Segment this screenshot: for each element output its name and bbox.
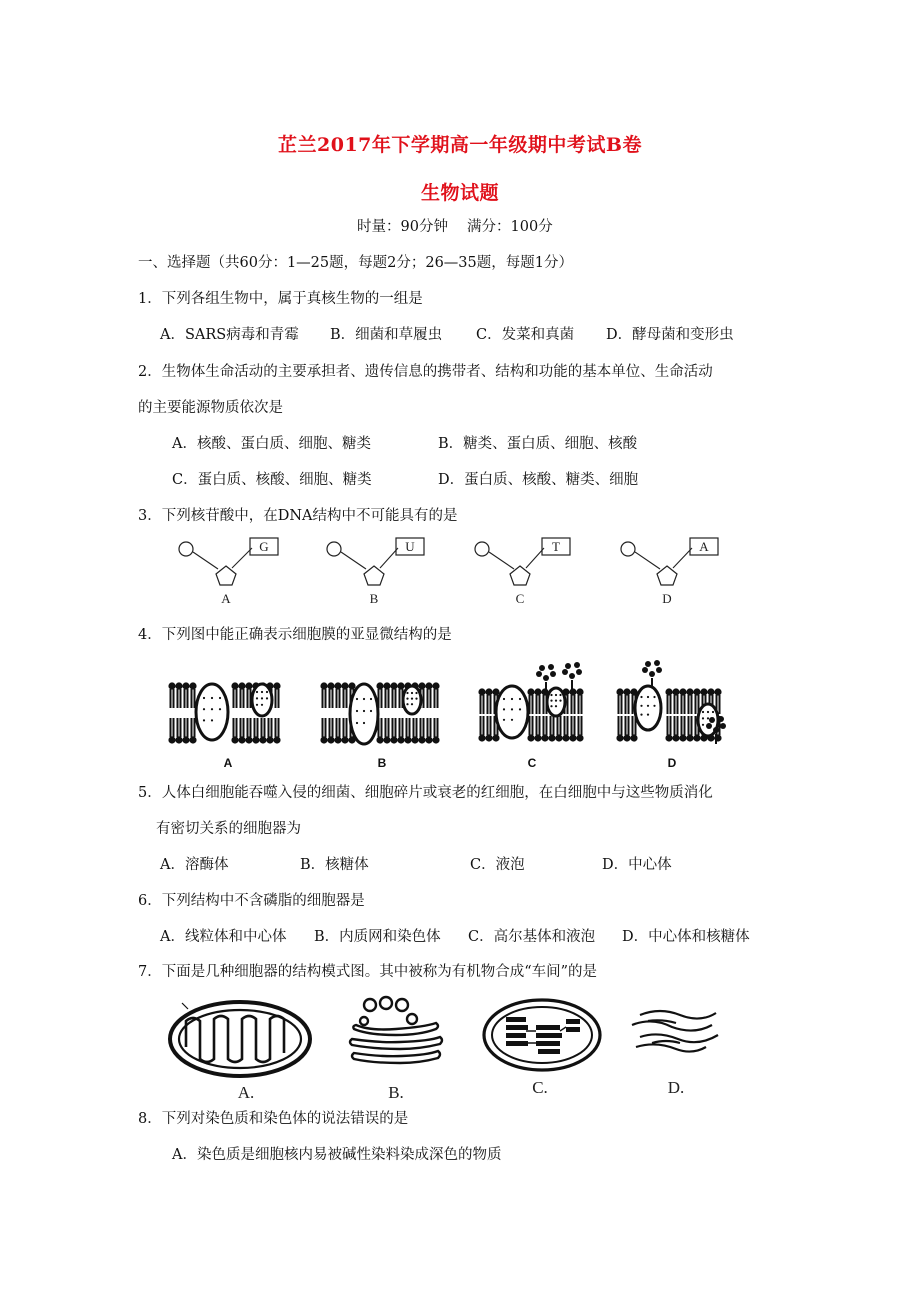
q7-label-d: D. (667, 1078, 685, 1097)
q4-membrane-c (478, 662, 583, 742)
exam-subtitle: 生物试题 (420, 182, 499, 204)
q3-label-a: A (221, 591, 231, 606)
q4-label-c: C (527, 756, 537, 770)
exam-meta: 时量：90分钟 满分：100分 (357, 219, 553, 235)
q3-label-c: C (515, 591, 525, 606)
q7-endoplasmic-reticulum (632, 1011, 718, 1052)
q2-option-b: B．糖类、蛋白质、细胞、核酸 (438, 436, 638, 452)
q3-base-c: T (552, 539, 560, 554)
q3-stem: 3．下列核苷酸中，在DNA结构中不可能具有的是 (138, 508, 458, 524)
q1-option-d: D．酵母菌和变形虫 (606, 327, 734, 343)
q3-nucleotide-figure (0, 535, 920, 615)
q1-stem: 1．下列各组生物中，属于真核生物的一组是 (138, 291, 423, 307)
exam-title: 芷兰2017年下学期高一年级期中考试B卷 (278, 134, 642, 156)
q3-base-a: G (259, 539, 269, 554)
q3-base-d: A (699, 539, 709, 554)
q7-stem: 7．下面是几种细胞器的结构模式图。其中被称为有机物合成“车间”的是 (138, 964, 598, 980)
q5-option-a: A．溶酶体 (160, 857, 229, 873)
q1-option-a: A．SARS病毒和青霉 (160, 327, 299, 343)
q3-nucleotide-b (327, 538, 424, 606)
q8-stem: 8．下列对染色质和染色体的说法错误的是 (138, 1111, 409, 1127)
q6-stem: 6．下列结构中不含磷脂的细胞器是 (138, 893, 365, 909)
q4-label-b: B (377, 756, 387, 770)
q7-chloroplast (484, 1000, 600, 1070)
q8-option-a: A．染色质是细胞核内易被碱性染料染成深色的物质 (172, 1147, 502, 1163)
q2-stem-line1: 2．生物体生命活动的主要承担者、遗传信息的携带者、结构和功能的基本单位、生命活动 (138, 364, 713, 380)
q4-membrane-b (320, 682, 439, 744)
q4-label-d: D (667, 756, 677, 770)
q2-option-c: C．蛋白质、核酸、细胞、糖类 (172, 472, 372, 488)
q7-mitochondrion (170, 1002, 310, 1076)
q4-membrane-d (616, 660, 726, 744)
q5-stem-line2: 有密切关系的细胞器为 (156, 821, 301, 837)
q2-stem-line2: 的主要能源物质依次是 (138, 400, 283, 416)
q6-option-b: B．内质网和染色体 (314, 929, 441, 945)
q4-membrane-a (168, 682, 280, 743)
q6-option-d: D．中心体和核糖体 (622, 929, 750, 945)
q6-option-c: C．高尔基体和液泡 (468, 929, 596, 945)
q3-base-b: U (405, 539, 415, 554)
q4-label-a: A (223, 756, 233, 770)
q3-nucleotide-c (475, 538, 570, 606)
q7-golgi (350, 997, 442, 1063)
q3-nucleotide-d (621, 538, 718, 606)
q7-organelle-figure (0, 995, 920, 1105)
q5-stem-line1: 5．人体白细胞能吞噬入侵的细菌、细胞碎片或衰老的红细胞，在白细胞中与这些物质消化 (138, 785, 713, 801)
q3-nucleotide-a (179, 538, 278, 606)
q3-label-b: B (369, 591, 379, 606)
q4-stem: 4．下列图中能正确表示细胞膜的亚显微结构的是 (138, 627, 452, 643)
q7-label-a: A. (237, 1083, 255, 1102)
q1-option-b: B．细菌和草履虫 (330, 327, 443, 343)
q5-option-c: C．液泡 (470, 857, 525, 873)
section-heading: 一、选择题（共60分：1—25题，每题2分；26—35题，每题1分） (138, 255, 573, 271)
q2-option-d: D．蛋白质、核酸、糖类、细胞 (438, 472, 639, 488)
q4-membrane-figure (0, 668, 920, 778)
q5-option-b: B．核糖体 (300, 857, 369, 873)
q5-option-d: D．中心体 (602, 857, 672, 873)
q6-option-a: A．线粒体和中心体 (160, 929, 287, 945)
q3-label-d: D (662, 591, 672, 606)
q2-option-a: A．核酸、蛋白质、细胞、糖类 (172, 436, 371, 452)
q1-option-c: C．发菜和真菌 (476, 327, 575, 343)
q7-label-c: C. (532, 1078, 548, 1097)
q7-label-b: B. (388, 1083, 404, 1102)
